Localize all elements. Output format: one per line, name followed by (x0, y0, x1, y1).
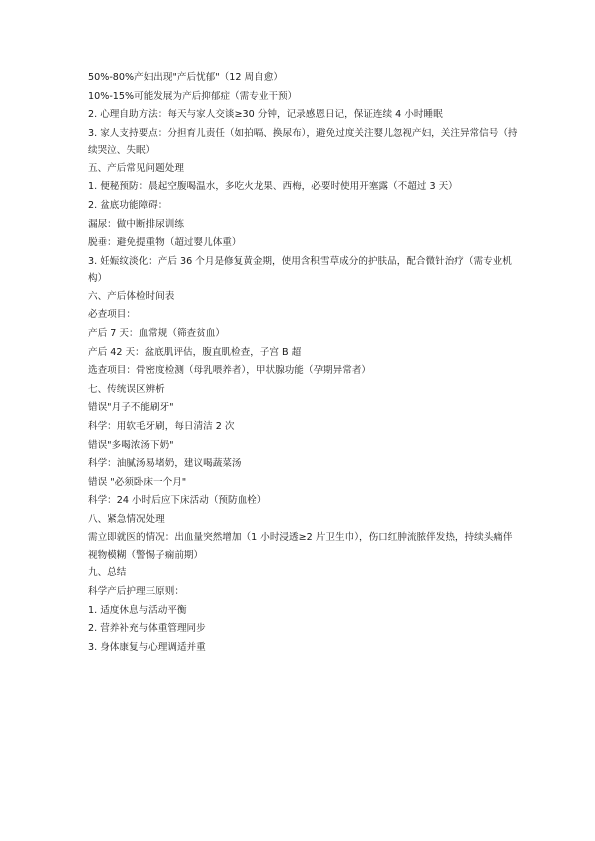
section-heading-emergency: 八、紧急情况处理 (88, 513, 165, 525)
text-line-family-support: 3. 家人支持要点：分担育儿责任（如拍嗝、换尿布），避免过度关注婴儿忽视产妇，关注异常信号（持续哭泣、失眠） (88, 127, 518, 157)
text-line-myth-bedrest: 错误 "必须卧床一个月" (88, 476, 187, 488)
text-line-optional-items: 选查项目：骨密度检测（母乳喂养者），甲状腺功能（孕期异常者） (88, 365, 372, 377)
document-body (88, 69, 518, 657)
text-line-incontinence: 漏尿：做中断排尿训练 (88, 218, 184, 230)
text-line-stretch-marks: 3. 妊娠纹淡化：产后 36 个月是修复黄金期，使用含积雪草成分的护肤品，配合微针治疗（需专业机构） (88, 255, 512, 285)
section-heading-summary: 九、总结 (88, 567, 127, 579)
section-heading-common-problems: 五、产后常见问题处理 (88, 162, 184, 174)
text-line-required-items: 必查项目： (88, 309, 136, 321)
text-line-myth-soup: 错误"多喝浓汤下奶" (88, 439, 174, 451)
text-line-day-7: 产后 7 天：血常规（筛查贫血） (88, 327, 225, 339)
text-line-fact-brushing: 科学：用软毛牙刷，每日清洁 2 次 (88, 420, 235, 432)
text-line-self-help: 2. 心理自助方法：每天与家人交谈≥30 分钟，记录感恩日记，保证连续 4 小时睡眠 (88, 109, 443, 121)
text-line-myth-brushing: 错误"月子不能刷牙" (88, 402, 174, 414)
text-line-fact-bedrest: 科学：24 小时后应下床活动（预防血栓） (88, 495, 267, 507)
text-line-constipation: 1. 便秘预防：晨起空腹喝温水，多吃火龙果、西梅，必要时使用开塞露（不超过 3 天） (88, 181, 458, 193)
text-line-emergency-signs: 需立即就医的情况：出血量突然增加（1 小时浸透≥2 片卫生巾），伤口红肿流脓伴发热，持续头痛伴视物模糊（警惕子痫前期） (88, 532, 513, 561)
text-line-principle-3: 3. 身体康复与心理调适并重 (88, 641, 206, 653)
section-heading-myths: 七、传统误区辨析 (88, 383, 165, 395)
text-line-fact-soup: 科学：油腻汤易堵奶，建议喝蔬菜汤 (88, 458, 242, 470)
section-heading-checkup-schedule: 六、产后体检时间表 (88, 290, 175, 302)
text-line-prolapse: 脱垂：避免提重物（超过婴儿体重） (88, 237, 242, 249)
text-line-three-principles: 科学产后护理三原则： (88, 586, 184, 598)
text-line-principle-2: 2. 营养补充与体重管理同步 (88, 623, 206, 635)
text-line-depression-rate: 10%-15%可能发展为产后抑郁症（需专业干预） (88, 90, 298, 102)
text-line-principle-1: 1. 适度休息与活动平衡 (88, 604, 187, 616)
text-line-ppd-rate: 50%-80%产妇出现"产后忧郁"（12 周自愈） (88, 72, 283, 83)
text-line-day-42: 产后 42 天：盆底肌评估，腹直肌检查，子宫 B 超 (88, 346, 302, 358)
text-line-pelvic-floor: 2. 盆底功能障碍： (88, 199, 168, 211)
